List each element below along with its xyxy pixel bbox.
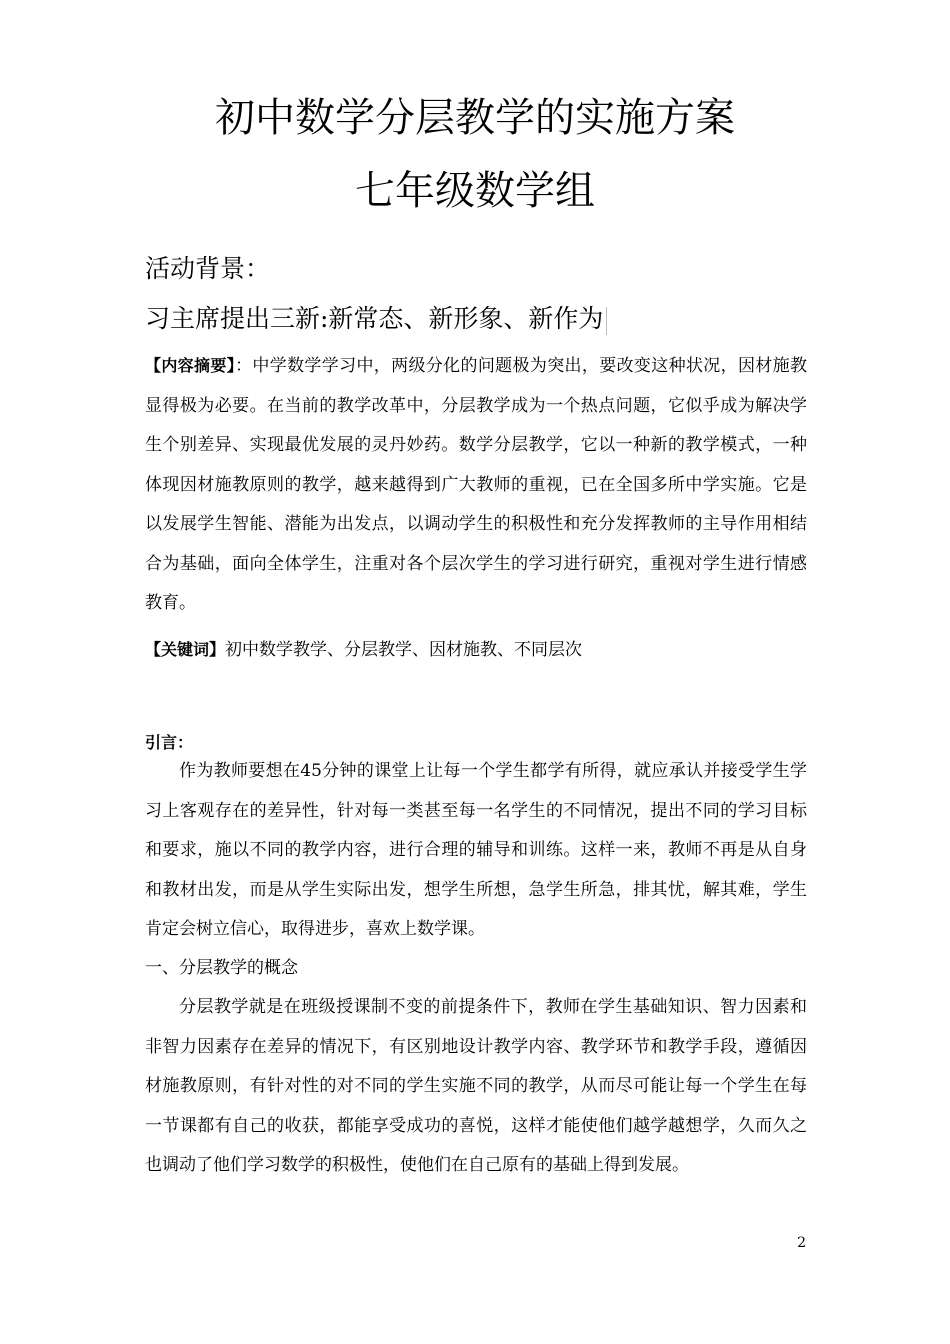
abstract-label: 【内容摘要】 (145, 356, 236, 375)
page-number: 2 (797, 1235, 806, 1251)
background-text: 习主席提出三新:新常态、新形象、新作为 (145, 304, 604, 333)
background-label: 活动背景： (145, 254, 271, 283)
abstract-paragraph (145, 346, 807, 624)
document-title: 初中数学分层教学的实施方案 (215, 95, 735, 141)
keywords-text: 初中数学教学、分层教学、因材施教、不同层次 (225, 640, 583, 660)
background-text-line (145, 306, 607, 335)
section-1-paragraph: 分层教学就是在班级授课制不变的前提条件下，教师在学生基础知识、智力因素和非智力因素存在差异的情况下，有区别地设计教学内容、教学环节和教学手段，遵循因材施教原则，有针对性的对不同的学生实施不同的教学，从而尽可能让每一个学生在每一节课都有自己的收获，都能享受成功的喜悦，这样才能使他们越学越想学，久而久之也调动了他们学习数学的积极性，使他们在自己原有的基础上得到发展。 (145, 997, 807, 1175)
intro-heading: 引言： (145, 733, 194, 752)
document-subtitle: 七年级数学组 (355, 168, 595, 214)
intro-paragraph: 作为教师要想在45分钟的课堂上让每一个学生都学有所得，就应承认并接受学生学习上客观存在的差异性，针对每一类甚至每一名学生的不同情况，提出不同的学习目标和要求，施以不同的教学内容，进行合理的辅导和训练。这样一来，教师不再是从自身和教材出发，而是从学生实际出发，想学生所想，急学生所急，排其忧，解其难，学生肯定会树立信心，取得进步，喜欢上数学课。 (145, 761, 807, 939)
section-1-heading: 一、分层教学的概念 (145, 958, 298, 978)
text-cursor (606, 307, 607, 335)
keywords-paragraph (145, 630, 807, 671)
keywords-label: 【关键词】 (145, 640, 226, 659)
abstract-text: ：中学数学学习中，两级分化的问题极为突出，要改变这种状况，因材施教显得极为必要。在当前的教学改革中，分层教学成为一个热点问题，它似乎成为解决学生个别差异、实现最优发展的灵丹妙药。数学分层教学，它以一种新的教学模式，一种体现因材施教原则的教学，越来越得到广大教师的重视，已在全国多所中学实施。它是以发展学生智能、潜能为出发点，以调动学生的积极性和充分发挥教师的主导作用相结合为基础，面向全体学生，注重对各个层次学生的学习进行研究，重视对学生进行情感教育。 (145, 356, 807, 613)
